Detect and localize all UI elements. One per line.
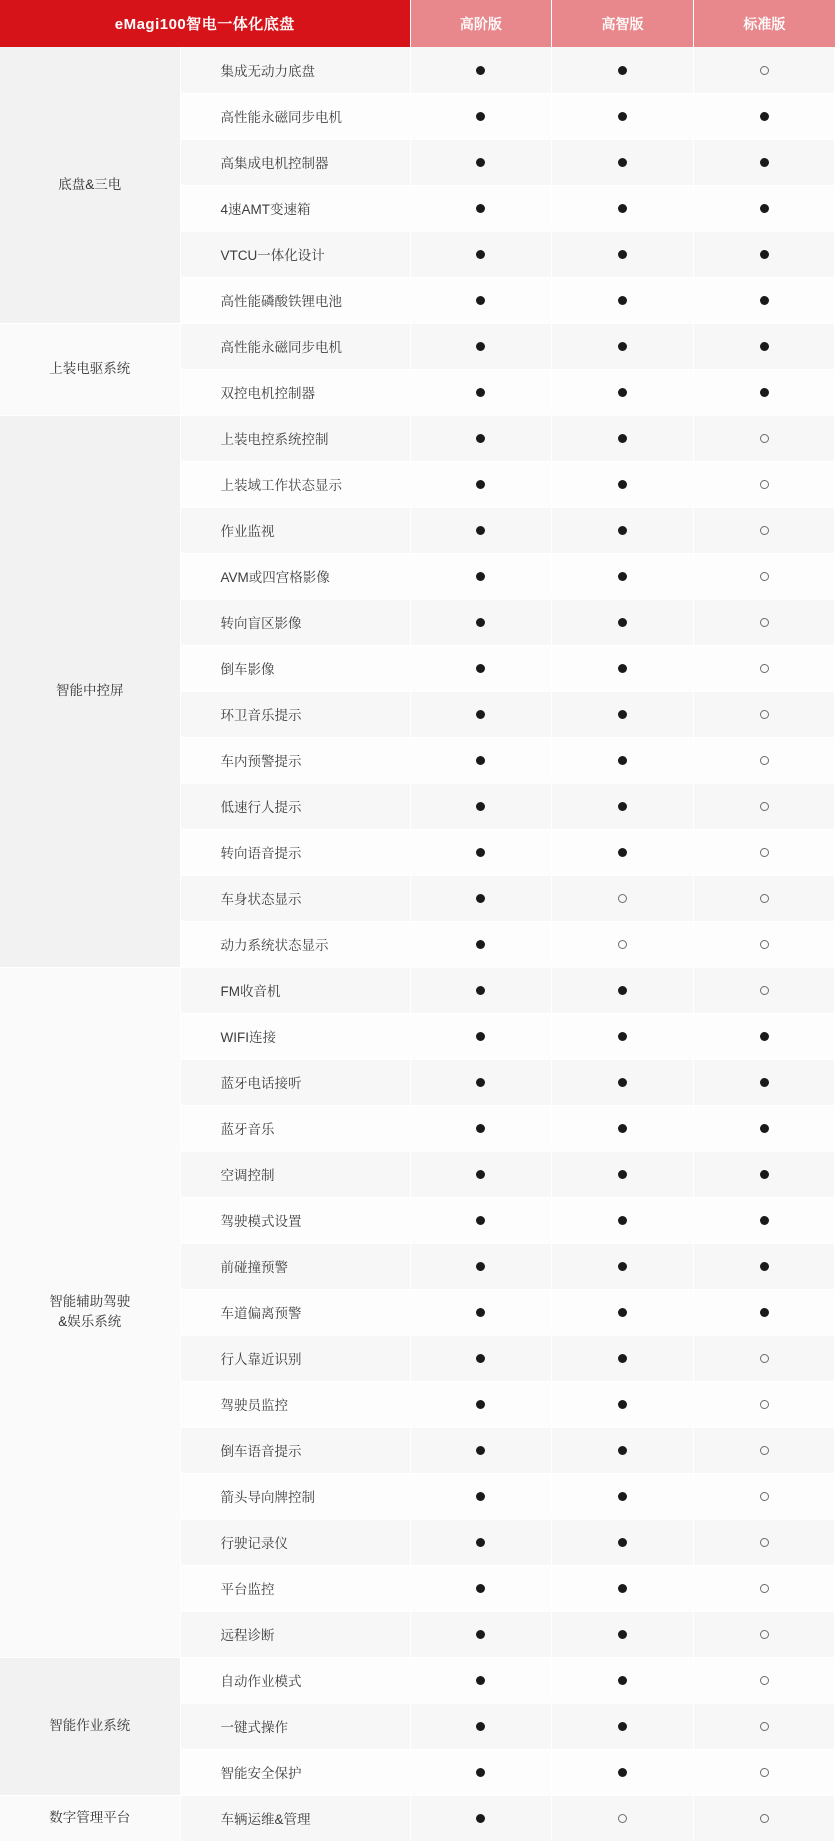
availability-cell-v2	[552, 1381, 694, 1427]
availability-cell-v3	[693, 185, 835, 231]
group-label: 智能中控屏	[0, 415, 180, 967]
availability-cell-v3	[693, 1519, 835, 1565]
availability-cell-v1	[410, 139, 552, 185]
availability-cell-v3	[693, 1151, 835, 1197]
filled-circle-icon	[476, 296, 485, 305]
filled-circle-icon	[476, 1308, 485, 1317]
availability-cell-v2	[552, 1473, 694, 1519]
availability-cell-v2	[552, 599, 694, 645]
column-header-version-3: 标准版	[693, 0, 835, 47]
feature-label: 智能安全保护	[180, 1749, 410, 1795]
filled-circle-icon	[476, 1170, 485, 1179]
feature-label: FM收音机	[180, 967, 410, 1013]
feature-label: 车辆运维&管理	[180, 1795, 410, 1841]
filled-circle-icon	[618, 1630, 627, 1639]
availability-cell-v1	[410, 1289, 552, 1335]
filled-circle-icon	[476, 158, 485, 167]
filled-circle-icon	[476, 572, 485, 581]
feature-label: 平台监控	[180, 1565, 410, 1611]
availability-cell-v3	[693, 93, 835, 139]
availability-cell-v1	[410, 1795, 552, 1841]
filled-circle-icon	[476, 802, 485, 811]
group-label: 上装电驱系统	[0, 323, 180, 415]
table-body	[0, 47, 835, 1841]
availability-cell-v1	[410, 415, 552, 461]
availability-cell-v1	[410, 231, 552, 277]
filled-circle-icon	[476, 894, 485, 903]
filled-circle-icon	[476, 756, 485, 765]
availability-cell-v1	[410, 691, 552, 737]
availability-cell-v3	[693, 1013, 835, 1059]
feature-label: 车内预警提示	[180, 737, 410, 783]
availability-cell-v1	[410, 1335, 552, 1381]
availability-cell-v3	[693, 277, 835, 323]
availability-cell-v2	[552, 93, 694, 139]
availability-cell-v2	[552, 231, 694, 277]
availability-cell-v1	[410, 829, 552, 875]
availability-cell-v2	[552, 691, 694, 737]
column-header-version-1: 高阶版	[410, 0, 552, 47]
availability-cell-v1	[410, 1013, 552, 1059]
availability-cell-v1	[410, 1473, 552, 1519]
availability-cell-v3	[693, 415, 835, 461]
availability-cell-v1	[410, 1519, 552, 1565]
hollow-circle-icon	[760, 940, 769, 949]
hollow-circle-icon	[760, 1722, 769, 1731]
availability-cell-v2	[552, 783, 694, 829]
hollow-circle-icon	[760, 1492, 769, 1501]
availability-cell-v3	[693, 1657, 835, 1703]
filled-circle-icon	[618, 250, 627, 259]
availability-cell-v3	[693, 599, 835, 645]
availability-cell-v1	[410, 369, 552, 415]
availability-cell-v1	[410, 185, 552, 231]
filled-circle-icon	[476, 986, 485, 995]
availability-cell-v3	[693, 507, 835, 553]
availability-cell-v3	[693, 829, 835, 875]
filled-circle-icon	[476, 1262, 485, 1271]
availability-cell-v1	[410, 93, 552, 139]
filled-circle-icon	[618, 1446, 627, 1455]
filled-circle-icon	[476, 480, 485, 489]
feature-label: 双控电机控制器	[180, 369, 410, 415]
filled-circle-icon	[618, 1768, 627, 1777]
filled-circle-icon	[476, 112, 485, 121]
availability-cell-v3	[693, 1197, 835, 1243]
feature-label: 上装域工作状态显示	[180, 461, 410, 507]
filled-circle-icon	[476, 940, 485, 949]
feature-label: 集成无动力底盘	[180, 47, 410, 93]
filled-circle-icon	[618, 1722, 627, 1731]
filled-circle-icon	[476, 1492, 485, 1501]
availability-cell-v3	[693, 1611, 835, 1657]
hollow-circle-icon	[618, 894, 627, 903]
hollow-circle-icon	[618, 940, 627, 949]
filled-circle-icon	[618, 618, 627, 627]
availability-cell-v2	[552, 1795, 694, 1841]
availability-cell-v3	[693, 783, 835, 829]
availability-cell-v3	[693, 1381, 835, 1427]
filled-circle-icon	[476, 66, 485, 75]
availability-cell-v2	[552, 1703, 694, 1749]
filled-circle-icon	[618, 158, 627, 167]
filled-circle-icon	[618, 204, 627, 213]
availability-cell-v1	[410, 323, 552, 369]
availability-cell-v1	[410, 783, 552, 829]
filled-circle-icon	[618, 1492, 627, 1501]
availability-cell-v2	[552, 323, 694, 369]
hollow-circle-icon	[760, 1814, 769, 1823]
availability-cell-v2	[552, 185, 694, 231]
filled-circle-icon	[618, 1032, 627, 1041]
filled-circle-icon	[618, 1354, 627, 1363]
filled-circle-icon	[618, 1216, 627, 1225]
filled-circle-icon	[476, 434, 485, 443]
table-title: eMagi100智电一体化底盘	[0, 0, 410, 47]
feature-label: 箭头导向牌控制	[180, 1473, 410, 1519]
availability-cell-v2	[552, 277, 694, 323]
feature-label: 蓝牙音乐	[180, 1105, 410, 1151]
filled-circle-icon	[476, 1124, 485, 1133]
feature-label: 倒车影像	[180, 645, 410, 691]
availability-cell-v3	[693, 1243, 835, 1289]
availability-cell-v2	[552, 1289, 694, 1335]
availability-cell-v3	[693, 1749, 835, 1795]
header-row	[0, 0, 835, 47]
filled-circle-icon	[618, 480, 627, 489]
availability-cell-v2	[552, 1197, 694, 1243]
hollow-circle-icon	[760, 434, 769, 443]
group-label: 智能作业系统	[0, 1657, 180, 1795]
filled-circle-icon	[760, 250, 769, 259]
feature-label: 转向语音提示	[180, 829, 410, 875]
feature-label: 转向盲区影像	[180, 599, 410, 645]
availability-cell-v3	[693, 553, 835, 599]
filled-circle-icon	[618, 710, 627, 719]
filled-circle-icon	[760, 1262, 769, 1271]
hollow-circle-icon	[760, 756, 769, 765]
feature-label: 车身状态显示	[180, 875, 410, 921]
availability-cell-v3	[693, 1795, 835, 1841]
availability-cell-v2	[552, 921, 694, 967]
feature-label: 作业监视	[180, 507, 410, 553]
filled-circle-icon	[618, 1676, 627, 1685]
availability-cell-v2	[552, 1427, 694, 1473]
hollow-circle-icon	[760, 618, 769, 627]
table-row	[0, 1795, 835, 1841]
filled-circle-icon	[760, 1078, 769, 1087]
availability-cell-v3	[693, 1703, 835, 1749]
filled-circle-icon	[476, 1814, 485, 1823]
availability-cell-v2	[552, 1105, 694, 1151]
availability-cell-v1	[410, 1565, 552, 1611]
hollow-circle-icon	[760, 1676, 769, 1685]
filled-circle-icon	[618, 664, 627, 673]
hollow-circle-icon	[760, 1768, 769, 1777]
availability-cell-v2	[552, 507, 694, 553]
availability-cell-v3	[693, 875, 835, 921]
availability-cell-v3	[693, 1427, 835, 1473]
feature-label: 驾驶模式设置	[180, 1197, 410, 1243]
filled-circle-icon	[760, 1124, 769, 1133]
availability-cell-v1	[410, 507, 552, 553]
hollow-circle-icon	[760, 480, 769, 489]
filled-circle-icon	[618, 112, 627, 121]
availability-cell-v3	[693, 737, 835, 783]
filled-circle-icon	[618, 1308, 627, 1317]
availability-cell-v1	[410, 1059, 552, 1105]
availability-cell-v1	[410, 875, 552, 921]
hollow-circle-icon	[760, 1538, 769, 1547]
filled-circle-icon	[618, 1078, 627, 1087]
filled-circle-icon	[618, 1584, 627, 1593]
feature-label: 倒车语音提示	[180, 1427, 410, 1473]
filled-circle-icon	[618, 848, 627, 857]
group-label: 数字管理平台	[0, 1795, 180, 1841]
filled-circle-icon	[476, 618, 485, 627]
filled-circle-icon	[476, 1538, 485, 1547]
filled-circle-icon	[476, 204, 485, 213]
feature-label: 上装电控系统控制	[180, 415, 410, 461]
availability-cell-v1	[410, 599, 552, 645]
availability-cell-v3	[693, 369, 835, 415]
availability-cell-v3	[693, 231, 835, 277]
availability-cell-v3	[693, 139, 835, 185]
filled-circle-icon	[760, 112, 769, 121]
availability-cell-v1	[410, 1749, 552, 1795]
availability-cell-v3	[693, 323, 835, 369]
availability-cell-v2	[552, 1013, 694, 1059]
availability-cell-v1	[410, 553, 552, 599]
availability-cell-v1	[410, 1381, 552, 1427]
availability-cell-v3	[693, 1289, 835, 1335]
filled-circle-icon	[476, 342, 485, 351]
table-row	[0, 1657, 835, 1703]
hollow-circle-icon	[760, 1400, 769, 1409]
hollow-circle-icon	[760, 894, 769, 903]
column-header-version-2: 高智版	[552, 0, 694, 47]
availability-cell-v1	[410, 921, 552, 967]
availability-cell-v2	[552, 1151, 694, 1197]
feature-label: 低速行人提示	[180, 783, 410, 829]
feature-label: 4速AMT变速箱	[180, 185, 410, 231]
feature-label: 前碰撞预警	[180, 1243, 410, 1289]
table-row	[0, 47, 835, 93]
availability-cell-v3	[693, 47, 835, 93]
availability-cell-v1	[410, 1197, 552, 1243]
filled-circle-icon	[476, 1400, 485, 1409]
availability-cell-v1	[410, 47, 552, 93]
filled-circle-icon	[760, 342, 769, 351]
availability-cell-v1	[410, 967, 552, 1013]
availability-cell-v2	[552, 47, 694, 93]
availability-cell-v3	[693, 1059, 835, 1105]
feature-label: 高性能永磁同步电机	[180, 93, 410, 139]
group-label: 底盘&三电	[0, 47, 180, 323]
filled-circle-icon	[760, 158, 769, 167]
hollow-circle-icon	[760, 710, 769, 719]
filled-circle-icon	[476, 1446, 485, 1455]
table-row	[0, 415, 835, 461]
feature-label: 驾驶员监控	[180, 1381, 410, 1427]
availability-cell-v1	[410, 737, 552, 783]
availability-cell-v2	[552, 1749, 694, 1795]
filled-circle-icon	[476, 1216, 485, 1225]
filled-circle-icon	[760, 1170, 769, 1179]
filled-circle-icon	[760, 204, 769, 213]
availability-cell-v3	[693, 461, 835, 507]
hollow-circle-icon	[618, 1814, 627, 1823]
filled-circle-icon	[476, 526, 485, 535]
hollow-circle-icon	[760, 572, 769, 581]
availability-cell-v2	[552, 737, 694, 783]
availability-cell-v1	[410, 1151, 552, 1197]
availability-cell-v3	[693, 1565, 835, 1611]
group-label: 智能辅助驾驶 &娱乐系统	[0, 967, 180, 1657]
availability-cell-v1	[410, 461, 552, 507]
table-header	[0, 0, 835, 47]
filled-circle-icon	[476, 1078, 485, 1087]
availability-cell-v1	[410, 1611, 552, 1657]
filled-circle-icon	[618, 526, 627, 535]
availability-cell-v3	[693, 1105, 835, 1151]
availability-cell-v2	[552, 1519, 694, 1565]
filled-circle-icon	[476, 1722, 485, 1731]
filled-circle-icon	[618, 66, 627, 75]
filled-circle-icon	[618, 1400, 627, 1409]
availability-cell-v3	[693, 1473, 835, 1519]
availability-cell-v2	[552, 829, 694, 875]
filled-circle-icon	[476, 1584, 485, 1593]
hollow-circle-icon	[760, 848, 769, 857]
filled-circle-icon	[476, 1032, 485, 1041]
availability-cell-v2	[552, 139, 694, 185]
feature-label: 自动作业模式	[180, 1657, 410, 1703]
availability-cell-v2	[552, 553, 694, 599]
filled-circle-icon	[618, 342, 627, 351]
hollow-circle-icon	[760, 1354, 769, 1363]
hollow-circle-icon	[760, 1446, 769, 1455]
hollow-circle-icon	[760, 986, 769, 995]
filled-circle-icon	[618, 434, 627, 443]
feature-label: 动力系统状态显示	[180, 921, 410, 967]
availability-cell-v2	[552, 1611, 694, 1657]
availability-cell-v1	[410, 1243, 552, 1289]
filled-circle-icon	[760, 1308, 769, 1317]
feature-label: 行人靠近识别	[180, 1335, 410, 1381]
filled-circle-icon	[618, 572, 627, 581]
filled-circle-icon	[618, 1538, 627, 1547]
filled-circle-icon	[618, 1262, 627, 1271]
filled-circle-icon	[618, 1170, 627, 1179]
hollow-circle-icon	[760, 526, 769, 535]
availability-cell-v2	[552, 1059, 694, 1105]
availability-cell-v2	[552, 967, 694, 1013]
availability-cell-v3	[693, 691, 835, 737]
availability-cell-v3	[693, 645, 835, 691]
filled-circle-icon	[618, 1124, 627, 1133]
feature-label: 行驶记录仪	[180, 1519, 410, 1565]
filled-circle-icon	[618, 986, 627, 995]
filled-circle-icon	[476, 710, 485, 719]
filled-circle-icon	[476, 1676, 485, 1685]
filled-circle-icon	[760, 296, 769, 305]
feature-label: 远程诊断	[180, 1611, 410, 1657]
hollow-circle-icon	[760, 1630, 769, 1639]
filled-circle-icon	[476, 1630, 485, 1639]
table-row	[0, 323, 835, 369]
availability-cell-v3	[693, 921, 835, 967]
availability-cell-v2	[552, 415, 694, 461]
feature-label: 一键式操作	[180, 1703, 410, 1749]
availability-cell-v2	[552, 461, 694, 507]
hollow-circle-icon	[760, 1584, 769, 1593]
feature-label: 环卫音乐提示	[180, 691, 410, 737]
availability-cell-v3	[693, 967, 835, 1013]
availability-cell-v2	[552, 369, 694, 415]
filled-circle-icon	[760, 1032, 769, 1041]
filled-circle-icon	[760, 388, 769, 397]
availability-cell-v1	[410, 645, 552, 691]
availability-cell-v1	[410, 1105, 552, 1151]
availability-cell-v2	[552, 1565, 694, 1611]
feature-label: WIFI连接	[180, 1013, 410, 1059]
hollow-circle-icon	[760, 66, 769, 75]
feature-label: 高性能永磁同步电机	[180, 323, 410, 369]
availability-cell-v1	[410, 1703, 552, 1749]
hollow-circle-icon	[760, 802, 769, 811]
filled-circle-icon	[476, 250, 485, 259]
availability-cell-v2	[552, 875, 694, 921]
filled-circle-icon	[760, 1216, 769, 1225]
availability-cell-v2	[552, 1335, 694, 1381]
feature-label: AVM或四宫格影像	[180, 553, 410, 599]
feature-label: 空调控制	[180, 1151, 410, 1197]
feature-label: 高集成电机控制器	[180, 139, 410, 185]
filled-circle-icon	[476, 1768, 485, 1777]
filled-circle-icon	[618, 296, 627, 305]
filled-circle-icon	[476, 1354, 485, 1363]
availability-cell-v3	[693, 1335, 835, 1381]
availability-cell-v1	[410, 1427, 552, 1473]
filled-circle-icon	[476, 388, 485, 397]
feature-label: 车道偏离预警	[180, 1289, 410, 1335]
availability-cell-v2	[552, 1243, 694, 1289]
filled-circle-icon	[476, 848, 485, 857]
table-row	[0, 967, 835, 1013]
availability-cell-v1	[410, 277, 552, 323]
filled-circle-icon	[618, 756, 627, 765]
filled-circle-icon	[476, 664, 485, 673]
filled-circle-icon	[618, 802, 627, 811]
availability-cell-v2	[552, 1657, 694, 1703]
hollow-circle-icon	[760, 664, 769, 673]
filled-circle-icon	[618, 388, 627, 397]
feature-label: VTCU一体化设计	[180, 231, 410, 277]
availability-cell-v2	[552, 645, 694, 691]
feature-label: 高性能磷酸铁锂电池	[180, 277, 410, 323]
availability-cell-v1	[410, 1657, 552, 1703]
feature-label: 蓝牙电话接听	[180, 1059, 410, 1105]
